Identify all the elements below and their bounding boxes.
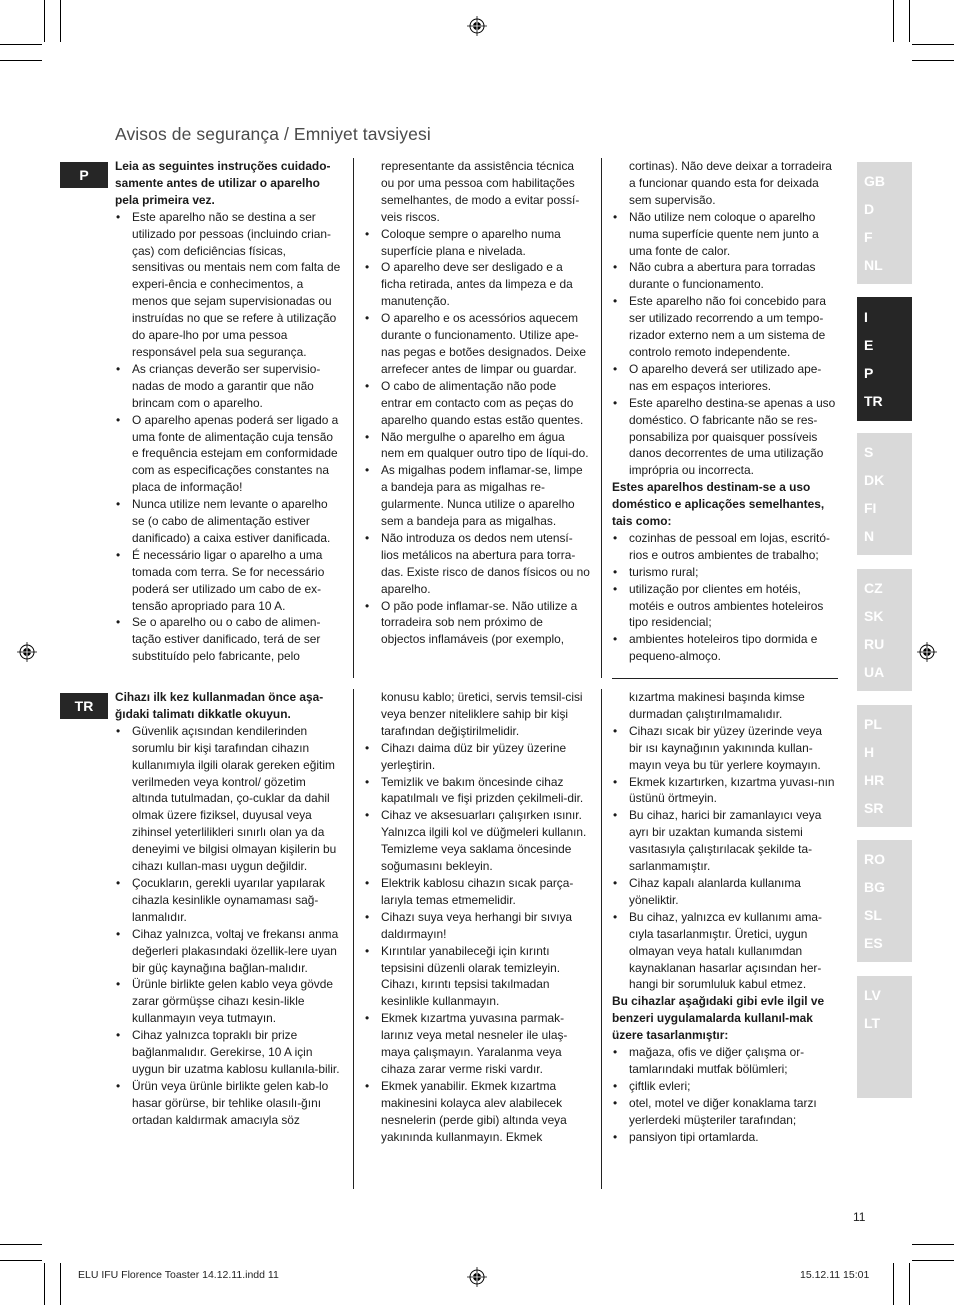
list-item: • O pão pode inflamar-se. Não utilize a torradeira sob nem próximo de objectos inflamáveis (por exemplo, — [364, 598, 590, 649]
list-item: • As crianças deverão ser supervisio-nadas de modo a garantir que não brincam com o aparelho. — [115, 361, 341, 412]
language-code: CZ — [864, 580, 883, 596]
crop-mark — [60, 1263, 61, 1305]
list-item: • utilização por clientes em hotéis, motéis e outros ambientes hoteleiros tipo residencial; — [612, 581, 838, 632]
language-code: SL — [864, 907, 882, 923]
list-item: • pansiyon tipi ortamlarda. — [612, 1129, 838, 1146]
crop-mark — [0, 1244, 42, 1245]
section-p-column-2 — [364, 158, 590, 648]
language-group-6[interactable] — [857, 840, 912, 962]
list-item: • O aparelho deve ser desligado e a ficha retirada, antes da limpeza e da manutenção. — [364, 259, 590, 310]
column-divider — [353, 689, 354, 1189]
language-code: E — [864, 337, 874, 353]
language-group-1[interactable] — [857, 162, 912, 284]
list-item: • Este aparelho não foi concebido para ser utilizado recorrendo a um tempo-rizador externo nem a um sistema de controlo remoto independente. — [612, 293, 838, 361]
language-code: PL — [864, 716, 882, 732]
list-item: • Coloque sempre o aparelho numa superfície plana e nivelada. — [364, 226, 590, 260]
language-code: RU — [864, 636, 885, 652]
section-heading: Cihazı ilk kez kullanmadan önce aşa-ğıdaki talimatı dikkatle okuyun. — [115, 690, 324, 721]
language-code: LT — [864, 1015, 881, 1031]
language-code: H — [864, 744, 875, 760]
registration-mark-icon — [467, 16, 487, 36]
list-item: • Temizlik ve bakım öncesinde cihaz kapatılmalı ve fişi prizden çekilmeli-dir. — [364, 774, 590, 808]
crop-mark — [909, 0, 910, 42]
language-code: LV — [864, 987, 881, 1003]
crop-mark — [60, 0, 61, 42]
list-item: • Cihaz ve aksesuarları çalışırken ısınır. Yalnızca ilgili kol ve düğmeleri kullanın. Temizleme veya saklama öncesinde soğumasını bekleyin. — [364, 807, 590, 875]
list-item: • Ürün veya ürünle birlikte gelen kab-lo hasar görürse, bir tehlike olasılı-ğını ortadan kaldırmak amacıyla söz — [115, 1078, 341, 1129]
section-tr-column-1 — [115, 689, 341, 1129]
footer-timestamp: 15.12.11 15:01 — [800, 1269, 870, 1281]
list-item: • Bu cihaz, yalnızca ev kullanımı ama-cıyla tasarlanmıştır. Üretici, uygun olmayan veya hatalı kullanımdan kaynaklanan hasarlar açısından her-hangi bir sorumluluk kabul etmez. — [612, 909, 838, 994]
list-item: • Este aparelho destina-se apenas a uso doméstico. O fabricante não se res-ponsabiliza por quaisquer possíveis danos decorrentes de uma utilização imprópria ou incorrecta. — [612, 395, 838, 480]
crop-mark — [912, 60, 954, 61]
list-item: • Não introduza os dedos nem utensí-lios metálicos na abertura para torra-das. Existe risco de danos físicos ou no aparelho. — [364, 530, 590, 598]
language-code: RO — [864, 851, 885, 867]
language-group-3[interactable] — [857, 433, 912, 555]
list-item-continued: representante da assistência técnica ou por uma pessoa com habilitações semelhantes, de modo a evitar possí-veis riscos. — [381, 159, 580, 224]
language-code: I — [864, 309, 868, 325]
list-item: • Kırıntılar yanabileceği için kırıntı tepsisini düzenli olarak temizleyin. Cihazı, kırıntı tepsisi takılmadan kesinlikle kullanmayın. — [364, 943, 590, 1011]
list-item-continued: kızartma makinesi başında kimse durmadan çalıştırılmamalıdır. — [629, 690, 805, 721]
section-p-column-3 — [612, 158, 838, 665]
page-number: 11 — [853, 1210, 866, 1224]
list-item: • Cihazı daima düz bir yüzey üzerine yerleştirin. — [364, 740, 590, 774]
list-item: • turismo rural; — [612, 564, 838, 581]
crop-mark — [0, 1260, 42, 1261]
section-separator — [612, 678, 838, 679]
section-tr-column-2 — [364, 689, 590, 1145]
list-item: • O aparelho deverá ser utilizado ape-nas em espaços interiores. — [612, 361, 838, 395]
column-divider — [601, 689, 602, 1189]
list-item: • O aparelho apenas poderá ser ligado a uma fonte de alimentação cuja tensão e frequência estejam em conformidade com as especificações constantes na placa de informação! — [115, 412, 341, 497]
language-code: TR — [864, 393, 883, 409]
list-item: • Güvenlik açısından kendilerinden sorumlu bir kişi tarafından cihazın kullanımıyla ilgili olarak gereken eğitim verilmeden veya kontrol/ gözetim altında tutulmadan, ço-cuklar da dahil olmak üzere fiziksel, duyusal veya zihinsel yeterlilikleri sınırlı olan ya da deneyimi ve bilgisi olmayan kişilerin bu cihazı kullan-ması uygun değildir. — [115, 723, 341, 875]
column-divider — [601, 158, 602, 678]
footer-file-info: ELU IFU Florence Toaster 14.12.11.indd 11 — [78, 1269, 279, 1281]
list-item: • É necessário ligar o aparelho a uma tomada com terra. Se for necessário poderá ser utilizado um cabo de ex-tensão apropriado para 10 A. — [115, 547, 341, 615]
list-item: • Ekmek kızartma yuvasına parmak-larınız veya metal nesneler ile ulaş-maya çalışmayın. Yaralanma veya cihaza zarar verme riski vardır. — [364, 1010, 590, 1078]
language-code: D — [864, 201, 875, 217]
language-code: FI — [864, 500, 877, 516]
language-code: BG — [864, 879, 885, 895]
crop-mark — [893, 0, 894, 42]
list-item: • Não utilize nem coloque o aparelho numa superfície quente nem junto a uma fonte de calor. — [612, 209, 838, 260]
language-code: S — [864, 444, 874, 460]
list-item-continued: cortinas). Não deve deixar a torradeira a funcionar quando esta for deixada sem supervisão. — [629, 159, 832, 207]
list-item: • Cihaz yalnızca topraklı bir prize bağlanmalıdır. Gerekirse, 10 A için uygun bir uzatma kablosu kullanıla-bilir. — [115, 1027, 341, 1078]
list-item: • Bu cihaz, harici bir zamanlayıcı veya ayrı bir uzaktan kumanda sistemi vasıtasıyla çalıştırılacak şekilde ta-sarlanmamıştır. — [612, 807, 838, 875]
language-code: NL — [864, 257, 883, 273]
crop-mark — [912, 1260, 954, 1261]
section-subheading: Bu cihazlar aşağıdaki gibi evle ilgil ve benzeri uygulamalarda kullanıl-mak üzere tasarlanmıştır: — [612, 994, 825, 1043]
language-code: P — [864, 365, 874, 381]
list-item: • Este aparelho não se destina a ser utilizado por pessoas (incluindo crian-ças) com deficiências físicas, sensitivas ou mentais nem com falta de experi-ência e conhecimentos, a menos que sejam supervisionadas ou instruídas no que se refere à utilização do apare-lho por uma pessoa responsável pela sua segurança. — [115, 209, 341, 361]
list-item: • mağaza, ofis ve diğer çalışma or-tamlarındaki mutfak bölümleri; — [612, 1044, 838, 1078]
list-item: • Elektrik kablosu cihazın sıcak parça-larıyla temas etmemelidir. — [364, 875, 590, 909]
language-code: SR — [864, 800, 884, 816]
page-title: Avisos de segurança / Emniyet tavsiyesi — [115, 124, 431, 144]
list-item: • O cabo de alimentação não pode entrar em contacto com as peças do aparelho quando estas estão quentes. — [364, 378, 590, 429]
language-code: HR — [864, 772, 885, 788]
language-group-7[interactable] — [857, 976, 912, 1098]
crop-mark — [0, 44, 42, 45]
list-item: • Ürünle birlikte gelen kablo veya gövde zarar görmüşse cihazı kesin-likle kullanmayın veya tutmayın. — [115, 976, 341, 1027]
registration-mark-icon — [917, 642, 937, 662]
list-item: • Cihaz kapalı alanlarda kullanıma yöneliktir. — [612, 875, 838, 909]
language-code: F — [864, 229, 873, 245]
list-item: • Não cubra a abertura para torradas durante o funcionamento. — [612, 259, 838, 293]
crop-mark — [912, 1244, 954, 1245]
list-item: • Ekmek yanabilir. Ekmek kızartma makinesini kolayca alev alabilecek nesnelerin (perde gibi) altında veya yakınında kullanmayın. Ekmek — [364, 1078, 590, 1146]
section-subheading: Estes aparelhos destinam-se a uso doméstico e aplicações semelhantes, tais como: — [612, 480, 825, 529]
list-item: • Nunca utilize nem levante o aparelho se (o cabo de alimentação estiver danificado) a caixa estiver danificada. — [115, 496, 341, 547]
language-code: SK — [864, 608, 884, 624]
crop-mark — [44, 1263, 45, 1305]
list-item: • ambientes hoteleiros tipo dormida e pequeno-almoço. — [612, 631, 838, 665]
list-item: • Cihaz yalnızca, voltaj ve frekansı anma değerleri plakasındaki özellik-lere uyan bir güç kaynağına bağlan-malıdır. — [115, 926, 341, 977]
crop-mark — [893, 1263, 894, 1305]
crop-mark — [909, 1263, 910, 1305]
language-group-2-active[interactable] — [857, 297, 912, 421]
list-item: • Ekmek kızartırken, kızartma yuvası-nın üstünü örtmeyin. — [612, 774, 838, 808]
language-group-4[interactable] — [857, 569, 912, 691]
list-item: • Çocukların, gerekli uyarılar yapılarak cihazla kesinlikle oynamaması sağ-lanmalıdır. — [115, 875, 341, 926]
list-item: • otel, motel ve diğer konaklama tarzı yerlerdeki müşteriler tarafından; — [612, 1095, 838, 1129]
column-divider — [353, 158, 354, 678]
list-item: • çiftlik evleri; — [612, 1078, 838, 1095]
section-p-column-1 — [115, 158, 341, 665]
list-item: • O aparelho e os acessórios aquecem durante o funcionamento. Utilize ape-nas pegas e botões designados. Deixe arrefecer antes de limpar ou guardar. — [364, 310, 590, 378]
crop-mark — [912, 44, 954, 45]
language-code: UA — [864, 664, 885, 680]
language-code: GB — [864, 173, 885, 189]
language-group-5[interactable] — [857, 705, 912, 827]
list-item: • As migalhas podem inflamar-se, limpe a bandeja para as migalhas re-gularmente. Nunca utilize o aparelho sem a bandeja para as migalhas. — [364, 462, 590, 530]
language-code: ES — [864, 935, 883, 951]
language-badge-tr: TR — [60, 693, 108, 719]
language-code: DK — [864, 472, 885, 488]
crop-mark — [0, 60, 42, 61]
registration-mark-icon — [467, 1267, 487, 1287]
crop-mark — [44, 0, 45, 42]
list-item: • Cihazı sıcak bir yüzey üzerinde veya bir ısı kaynağının yakınında kullan-mayın veya bu tür yerlere koymayın. — [612, 723, 838, 774]
section-heading: Leia as seguintes instruções cuidado-samente antes de utilizar o aparelho pela primeira vez. — [115, 159, 331, 207]
list-item: • Cihazı suya veya herhangi bir sıvıya daldırmayın! — [364, 909, 590, 943]
list-item: • Não mergulhe o aparelho em água nem em qualquer outro tipo de líqui-do. — [364, 429, 590, 463]
language-code: N — [864, 528, 875, 544]
list-item: • Se o aparelho ou o cabo de alimen-tação estiver danificado, terá de ser substituído pelo fabricante, pelo — [115, 614, 341, 665]
list-item: • cozinhas de pessoal em lojas, escritó-rios e outros ambientes de trabalho; — [612, 530, 838, 564]
registration-mark-icon — [17, 642, 37, 662]
section-tr-column-3 — [612, 689, 838, 1145]
list-item-continued: konusu kablo; üretici, servis temsil-cisi veya benzer niteliklere sahip bir kişi tarafından değiştirilmelidir. — [381, 690, 583, 738]
language-badge-p: P — [60, 162, 108, 188]
